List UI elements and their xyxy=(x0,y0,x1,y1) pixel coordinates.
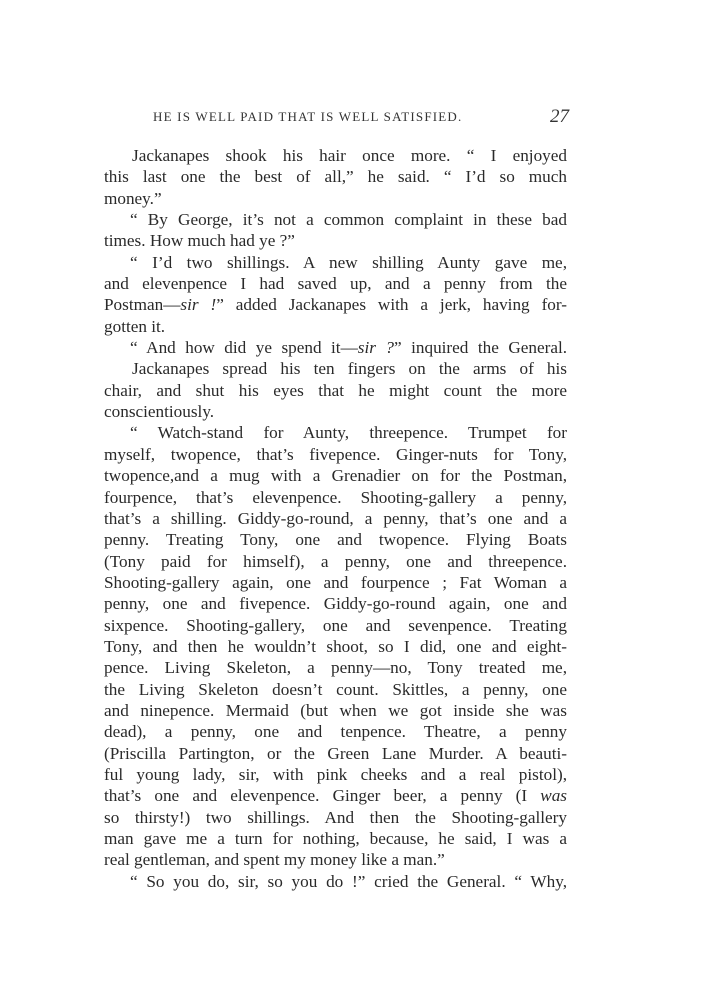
text-line xyxy=(104,337,567,358)
text-line xyxy=(104,785,567,806)
text-line: times. How much had ye ?” xyxy=(104,231,295,251)
text-line: and ninepence. Mermaid (but when we got inside she was xyxy=(104,700,567,720)
text-fragment-italic: was xyxy=(540,786,567,806)
text-line: (Tony paid for himself), a penny, one and threepence. xyxy=(104,551,567,571)
text-line: money.” xyxy=(104,188,162,208)
text-line: twopence,and a mug with a Grenadier on for the Postman, xyxy=(104,466,567,486)
text-line: (Priscilla Partington, or the Green Lane Murder. A beauti- xyxy=(104,743,567,763)
body-text xyxy=(104,145,567,892)
running-head xyxy=(133,106,569,129)
text-line: “ I’d two shillings. A new shilling Aunty gave me, xyxy=(130,252,567,272)
text-line: penny, one and fivepence. Giddy-go-round again, one and xyxy=(104,594,567,614)
text-line: and elevenpence I had saved up, and a penny from the xyxy=(104,274,567,294)
text-fragment-italic: sir ! xyxy=(180,295,217,315)
text-line: sixpence. Shooting-gallery, one and sevenpence. Treating xyxy=(104,615,567,635)
text-line: the Living Skeleton doesn’t count. Skittles, a penny, one xyxy=(104,679,567,699)
text-line: “ Watch-stand for Aunty, threepence. Trumpet for xyxy=(130,423,567,443)
text-line: penny. Treating Tony, one and twopence. Flying Boats xyxy=(104,530,567,550)
text-line: pence. Living Skeleton, a penny—no, Tony treated me, xyxy=(104,658,567,678)
text-line: gotten it. xyxy=(104,316,166,336)
text-fragment: Postman— xyxy=(104,295,181,315)
text-line: fourpence, that’s elevenpence. Shooting-gallery a penny, xyxy=(104,487,567,507)
text-line: ful young lady, sir, with pink cheeks and a real pistol), xyxy=(104,764,567,784)
running-head-title: HE IS WELL PAID THAT IS WELL SATISFIED. xyxy=(153,109,463,124)
page-number: 27 xyxy=(550,106,569,127)
text-line: that’s a shilling. Giddy-go-round, a penny, that’s one and a xyxy=(104,508,567,528)
text-line: myself, twopence, that’s fivepence. Ginger-nuts for Tony, xyxy=(104,444,567,464)
text-line: conscientiously. xyxy=(104,402,215,422)
text-line: “ So you do, sir, so you do !” cried the General. “ Why, xyxy=(130,871,567,891)
text-line: Shooting-gallery again, one and fourpence ; Fat Woman a xyxy=(104,572,567,592)
text-line xyxy=(104,294,567,315)
text-line: Jackanapes shook his hair once more. “ I enjoyed xyxy=(132,146,567,165)
text-line: so thirsty!) two shillings. And then the Shooting-gallery xyxy=(104,807,567,827)
text-fragment: that’s one and elevenpence. Ginger beer, a penny (I xyxy=(104,786,541,806)
text-fragment: ” inquired the General. xyxy=(394,338,568,358)
text-fragment: “ And how did ye spend it— xyxy=(130,338,358,358)
text-line: Jackanapes spread his ten fingers on the arms of his xyxy=(132,359,567,379)
text-line: dead), a penny, one and tenpence. Theatre, a penny xyxy=(104,722,567,742)
text-line: Tony, and then he wouldn’t shoot, so I did, one and eight- xyxy=(104,636,567,656)
text-line: chair, and shut his eyes that he might count the more xyxy=(104,380,567,400)
text-line: this last one the best of all,” he said. “ I’d so much xyxy=(104,167,567,187)
text-fragment-italic: sir ? xyxy=(357,338,394,358)
text-line: “ By George, it’s not a common complaint in these bad xyxy=(130,210,567,230)
text-line: man gave me a turn for nothing, because, he said, I was a xyxy=(104,829,567,848)
text-line: real gentleman, and spent my money like a man.” xyxy=(104,850,445,870)
text-fragment: ” added Jackanapes with a jerk, having for- xyxy=(216,295,567,315)
